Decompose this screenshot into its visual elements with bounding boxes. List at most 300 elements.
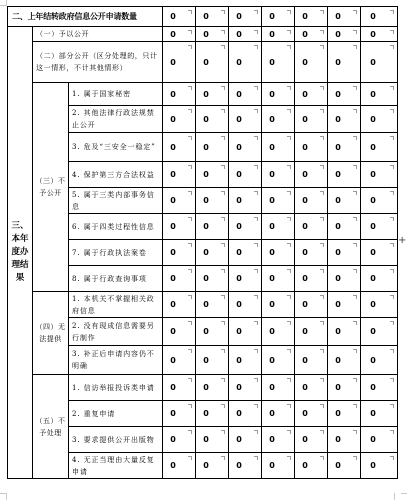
value-text: 0 bbox=[170, 300, 176, 309]
row-label-full-disclosure: （一）予以公开 bbox=[33, 27, 163, 42]
value-text: 0 bbox=[170, 461, 176, 470]
value-cell[interactable] bbox=[163, 401, 196, 427]
cell-corner-mark bbox=[188, 217, 192, 221]
cell-corner-mark bbox=[353, 349, 357, 353]
value-text: 0 bbox=[302, 29, 308, 39]
cell-corner-mark bbox=[287, 269, 291, 273]
value-text: 0 bbox=[203, 170, 209, 179]
cell-corner-mark bbox=[353, 269, 357, 273]
value-text: 0 bbox=[370, 355, 376, 365]
value-text: 0 bbox=[335, 355, 341, 365]
value-text: 0 bbox=[236, 435, 242, 444]
value-cell[interactable] bbox=[262, 346, 295, 375]
value-cell[interactable] bbox=[196, 401, 229, 427]
value-cell[interactable] bbox=[295, 133, 328, 162]
value-text: 0 bbox=[335, 57, 341, 67]
value-cell[interactable] bbox=[229, 162, 262, 188]
value-cell[interactable] bbox=[262, 427, 295, 453]
value-cell[interactable] bbox=[163, 133, 196, 162]
row-group-not-disclosed-item: 2. 其他法律行政法规禁止公开 bbox=[69, 106, 163, 133]
value-cell[interactable] bbox=[328, 318, 361, 346]
value-cell[interactable] bbox=[328, 27, 361, 42]
value-cell[interactable] bbox=[163, 346, 196, 375]
value-text: 0 bbox=[335, 196, 341, 205]
value-text: 0 bbox=[335, 435, 341, 444]
value-cell[interactable] bbox=[262, 133, 295, 162]
value-cell[interactable] bbox=[262, 83, 295, 106]
cell-corner-mark bbox=[320, 86, 324, 90]
crop-mark bbox=[401, 493, 407, 494]
value-cell[interactable] bbox=[196, 240, 229, 266]
cell-corner-mark bbox=[287, 349, 291, 353]
value-text: 0 bbox=[203, 274, 209, 283]
value-cell[interactable] bbox=[361, 453, 398, 479]
value-cell[interactable] bbox=[262, 240, 295, 266]
value-cell[interactable] bbox=[295, 240, 328, 266]
value-cell[interactable] bbox=[196, 453, 229, 479]
value-cell[interactable] bbox=[361, 318, 398, 346]
cell-corner-mark bbox=[287, 165, 291, 169]
cell-corner-mark bbox=[390, 295, 394, 299]
value-text: 0 bbox=[170, 170, 176, 179]
value-cell[interactable] bbox=[163, 318, 196, 346]
value-text: 0 bbox=[269, 355, 275, 365]
value-text: 0 bbox=[335, 89, 341, 99]
value-cell[interactable] bbox=[196, 42, 229, 83]
value-text: 0 bbox=[170, 248, 176, 257]
value-cell[interactable] bbox=[229, 375, 262, 401]
cell-corner-mark bbox=[287, 456, 291, 460]
value-cell[interactable] bbox=[361, 133, 398, 162]
value-text: 0 bbox=[203, 29, 209, 39]
row-label-results-category: 三、本年度办理结果 bbox=[8, 27, 33, 479]
value-text: 0 bbox=[170, 142, 176, 152]
cell-corner-mark bbox=[320, 378, 324, 382]
row-group-not-disclosed-item: 6. 属于四类过程性信息 bbox=[69, 214, 163, 240]
value-cell[interactable] bbox=[361, 106, 398, 133]
cell-corner-mark bbox=[287, 86, 291, 90]
cell-corner-mark bbox=[287, 109, 291, 113]
cell-corner-mark bbox=[390, 378, 394, 382]
cell-corner-mark bbox=[188, 109, 192, 113]
value-cell[interactable] bbox=[295, 83, 328, 106]
cell-corner-mark bbox=[188, 30, 192, 34]
cell-corner-mark bbox=[287, 217, 291, 221]
cell-corner-mark bbox=[188, 378, 192, 382]
row-group-not-disclosed-item: 5. 属于三类内部事务信息 bbox=[69, 188, 163, 214]
value-text: 0 bbox=[269, 142, 275, 152]
value-text: 0 bbox=[302, 461, 308, 470]
value-cell[interactable] bbox=[163, 7, 196, 27]
value-text: 0 bbox=[236, 222, 242, 231]
value-cell[interactable] bbox=[361, 162, 398, 188]
value-cell[interactable] bbox=[262, 7, 295, 27]
value-text: 0 bbox=[269, 222, 275, 231]
value-cell[interactable] bbox=[361, 42, 398, 83]
value-cell[interactable] bbox=[328, 266, 361, 292]
cell-corner-mark bbox=[320, 109, 324, 113]
value-cell[interactable] bbox=[229, 106, 262, 133]
cell-corner-mark bbox=[287, 321, 291, 325]
value-cell[interactable] bbox=[361, 427, 398, 453]
value-text: 0 bbox=[269, 274, 275, 283]
cell-corner-mark bbox=[254, 30, 258, 34]
value-cell[interactable] bbox=[196, 188, 229, 214]
value-cell[interactable] bbox=[262, 375, 295, 401]
row-group-not-processed-item: 2. 重复申请 bbox=[69, 401, 163, 427]
value-cell[interactable] bbox=[361, 401, 398, 427]
value-cell[interactable] bbox=[262, 214, 295, 240]
value-cell[interactable] bbox=[196, 375, 229, 401]
value-cell[interactable] bbox=[328, 7, 361, 27]
value-text: 0 bbox=[236, 274, 242, 283]
cell-corner-mark bbox=[320, 30, 324, 34]
value-text: 0 bbox=[236, 461, 242, 470]
value-text: 0 bbox=[335, 114, 341, 124]
value-cell[interactable] bbox=[295, 453, 328, 479]
value-cell[interactable] bbox=[328, 427, 361, 453]
value-cell[interactable] bbox=[163, 214, 196, 240]
value-cell[interactable] bbox=[361, 214, 398, 240]
value-cell[interactable] bbox=[361, 346, 398, 375]
cell-corner-mark bbox=[287, 45, 291, 49]
value-text: 0 bbox=[170, 89, 176, 99]
value-text: 0 bbox=[269, 57, 275, 67]
cell-corner-mark bbox=[188, 86, 192, 90]
value-cell[interactable] bbox=[328, 83, 361, 106]
cell-corner-mark bbox=[353, 295, 357, 299]
cell-corner-mark bbox=[188, 349, 192, 353]
value-cell[interactable] bbox=[229, 266, 262, 292]
value-cell[interactable] bbox=[361, 240, 398, 266]
value-cell[interactable] bbox=[295, 7, 328, 27]
cell-corner-mark bbox=[287, 295, 291, 299]
value-cell[interactable] bbox=[328, 346, 361, 375]
cell-corner-mark bbox=[254, 456, 258, 460]
value-cell[interactable] bbox=[163, 83, 196, 106]
value-text: 0 bbox=[203, 12, 209, 21]
value-cell[interactable] bbox=[328, 133, 361, 162]
value-text: 0 bbox=[269, 327, 275, 336]
value-cell[interactable] bbox=[196, 27, 229, 42]
value-cell[interactable] bbox=[361, 375, 398, 401]
cell-corner-mark bbox=[353, 109, 357, 113]
value-cell[interactable] bbox=[295, 162, 328, 188]
value-text: 0 bbox=[170, 57, 176, 67]
cell-corner-mark bbox=[287, 378, 291, 382]
value-text: 0 bbox=[203, 355, 209, 365]
value-cell[interactable] bbox=[229, 401, 262, 427]
value-cell[interactable] bbox=[328, 401, 361, 427]
value-text: 0 bbox=[302, 355, 308, 365]
cell-corner-mark bbox=[188, 430, 192, 434]
value-text: 0 bbox=[203, 222, 209, 231]
value-cell[interactable] bbox=[196, 266, 229, 292]
value-text: 0 bbox=[203, 300, 209, 309]
value-text: 0 bbox=[203, 327, 209, 336]
cell-corner-mark bbox=[188, 45, 192, 49]
cell-corner-mark bbox=[353, 136, 357, 140]
value-cell[interactable] bbox=[229, 292, 262, 318]
cell-corner-mark bbox=[320, 321, 324, 325]
value-cell[interactable] bbox=[262, 318, 295, 346]
cell-corner-mark bbox=[320, 45, 324, 49]
value-text: 0 bbox=[236, 12, 242, 21]
value-text: 0 bbox=[236, 114, 242, 124]
row-group-not-disclosed-item: 3. 危及“三安全一稳定” bbox=[69, 133, 163, 162]
cell-corner-mark bbox=[390, 30, 394, 34]
value-cell[interactable] bbox=[196, 83, 229, 106]
cell-corner-mark bbox=[353, 378, 357, 382]
value-cell[interactable] bbox=[262, 106, 295, 133]
value-cell[interactable] bbox=[229, 214, 262, 240]
value-cell[interactable] bbox=[295, 42, 328, 83]
row-label-partial-disclosure: （二）部分公开（区分处理的，只计这一情形，不计其他情形） bbox=[33, 42, 163, 83]
cell-corner-mark bbox=[320, 136, 324, 140]
value-text: 0 bbox=[302, 248, 308, 257]
value-text: 0 bbox=[236, 383, 242, 392]
value-text: 0 bbox=[269, 409, 275, 418]
value-text: 0 bbox=[236, 248, 242, 257]
cell-corner-mark bbox=[254, 86, 258, 90]
value-cell[interactable] bbox=[295, 401, 328, 427]
value-cell[interactable] bbox=[361, 188, 398, 214]
row-label-carried-over: 二、上年结转政府信息公开申请数量 bbox=[8, 7, 163, 27]
value-text: 0 bbox=[302, 170, 308, 179]
value-text: 0 bbox=[203, 89, 209, 99]
value-text: 0 bbox=[269, 383, 275, 392]
value-cell[interactable] bbox=[163, 266, 196, 292]
value-text: 0 bbox=[269, 12, 275, 21]
cell-corner-mark bbox=[287, 191, 291, 195]
table-row bbox=[8, 83, 398, 106]
cell-corner-mark bbox=[254, 217, 258, 221]
row-group-not-processed: （五）不予处理 bbox=[33, 375, 69, 479]
cell-corner-mark bbox=[221, 86, 225, 90]
value-cell[interactable] bbox=[262, 188, 295, 214]
value-text: 0 bbox=[370, 461, 376, 470]
cell-corner-mark bbox=[254, 430, 258, 434]
value-cell[interactable] bbox=[262, 266, 295, 292]
cell-corner-mark bbox=[353, 456, 357, 460]
value-cell[interactable] bbox=[229, 133, 262, 162]
value-cell[interactable] bbox=[196, 214, 229, 240]
value-text: 0 bbox=[302, 327, 308, 336]
value-cell[interactable] bbox=[328, 106, 361, 133]
value-text: 0 bbox=[269, 461, 275, 470]
value-cell[interactable] bbox=[163, 27, 196, 42]
value-cell[interactable] bbox=[163, 106, 196, 133]
cell-corner-mark bbox=[353, 321, 357, 325]
value-text: 0 bbox=[370, 57, 376, 67]
value-cell[interactable] bbox=[262, 292, 295, 318]
cell-corner-mark bbox=[353, 404, 357, 408]
value-cell[interactable] bbox=[262, 42, 295, 83]
value-cell[interactable] bbox=[229, 83, 262, 106]
value-cell[interactable] bbox=[295, 106, 328, 133]
value-text: 0 bbox=[370, 409, 376, 418]
value-cell[interactable] bbox=[328, 453, 361, 479]
cell-corner-mark bbox=[390, 86, 394, 90]
value-cell[interactable] bbox=[229, 453, 262, 479]
cell-corner-mark bbox=[320, 217, 324, 221]
value-cell[interactable] bbox=[328, 188, 361, 214]
value-text: 0 bbox=[170, 114, 176, 124]
value-text: 0 bbox=[170, 435, 176, 444]
cell-corner-mark bbox=[254, 269, 258, 273]
value-cell[interactable] bbox=[328, 42, 361, 83]
value-text: 0 bbox=[302, 89, 308, 99]
cell-corner-mark bbox=[188, 404, 192, 408]
value-cell[interactable] bbox=[196, 162, 229, 188]
row-group-not-disclosed-item: 4. 保护第三方合法权益 bbox=[69, 162, 163, 188]
value-cell[interactable] bbox=[295, 318, 328, 346]
cell-corner-mark bbox=[287, 243, 291, 247]
value-cell[interactable] bbox=[361, 292, 398, 318]
value-cell[interactable] bbox=[361, 83, 398, 106]
value-cell[interactable] bbox=[163, 42, 196, 83]
value-cell[interactable] bbox=[196, 7, 229, 27]
value-cell[interactable] bbox=[163, 375, 196, 401]
table-resize-handle[interactable]: + bbox=[398, 235, 407, 246]
table-row bbox=[8, 7, 398, 27]
cell-corner-mark bbox=[221, 136, 225, 140]
value-text: 0 bbox=[236, 142, 242, 152]
value-cell[interactable] bbox=[196, 346, 229, 375]
value-cell[interactable] bbox=[196, 292, 229, 318]
value-cell[interactable] bbox=[196, 318, 229, 346]
value-cell[interactable] bbox=[328, 162, 361, 188]
value-text: 0 bbox=[370, 114, 376, 124]
cell-corner-mark bbox=[353, 10, 357, 14]
value-cell[interactable] bbox=[262, 162, 295, 188]
value-cell[interactable] bbox=[196, 106, 229, 133]
value-cell[interactable] bbox=[328, 292, 361, 318]
value-text: 0 bbox=[335, 274, 341, 283]
value-text: 0 bbox=[236, 57, 242, 67]
value-text: 0 bbox=[236, 170, 242, 179]
value-cell[interactable] bbox=[262, 27, 295, 42]
value-cell[interactable] bbox=[229, 188, 262, 214]
cell-corner-mark bbox=[320, 295, 324, 299]
value-cell[interactable] bbox=[295, 346, 328, 375]
value-cell[interactable] bbox=[163, 453, 196, 479]
cell-corner-mark bbox=[188, 456, 192, 460]
cell-corner-mark bbox=[390, 456, 394, 460]
value-cell[interactable] bbox=[295, 27, 328, 42]
cell-corner-mark bbox=[188, 295, 192, 299]
cell-corner-mark bbox=[188, 321, 192, 325]
cell-corner-mark bbox=[221, 269, 225, 273]
value-cell[interactable] bbox=[361, 7, 398, 27]
value-text: 0 bbox=[170, 196, 176, 205]
value-cell[interactable] bbox=[328, 375, 361, 401]
value-cell[interactable] bbox=[295, 427, 328, 453]
value-text: 0 bbox=[170, 383, 176, 392]
value-cell[interactable] bbox=[163, 427, 196, 453]
value-cell[interactable] bbox=[229, 7, 262, 27]
value-text: 0 bbox=[269, 248, 275, 257]
value-text: 0 bbox=[370, 89, 376, 99]
cell-corner-mark bbox=[221, 456, 225, 460]
value-text: 0 bbox=[170, 12, 176, 21]
value-text: 0 bbox=[335, 409, 341, 418]
value-text: 0 bbox=[203, 196, 209, 205]
value-text: 0 bbox=[335, 248, 341, 257]
value-text: 0 bbox=[236, 29, 242, 39]
value-cell[interactable] bbox=[295, 375, 328, 401]
value-cell[interactable] bbox=[163, 188, 196, 214]
value-text: 0 bbox=[302, 142, 308, 152]
table-row bbox=[8, 375, 398, 401]
value-cell[interactable] bbox=[262, 453, 295, 479]
value-text: 0 bbox=[302, 57, 308, 67]
value-cell[interactable] bbox=[229, 42, 262, 83]
value-text: 0 bbox=[269, 114, 275, 124]
value-cell[interactable] bbox=[229, 346, 262, 375]
value-text: 0 bbox=[203, 461, 209, 470]
value-cell[interactable] bbox=[163, 292, 196, 318]
cell-corner-mark bbox=[221, 10, 225, 14]
value-cell[interactable] bbox=[163, 162, 196, 188]
cell-corner-mark bbox=[287, 30, 291, 34]
value-text: 0 bbox=[269, 196, 275, 205]
value-cell[interactable] bbox=[229, 240, 262, 266]
value-text: 0 bbox=[335, 142, 341, 152]
cell-corner-mark bbox=[353, 165, 357, 169]
cell-corner-mark bbox=[221, 378, 225, 382]
value-text: 0 bbox=[370, 435, 376, 444]
value-cell[interactable] bbox=[328, 240, 361, 266]
value-cell[interactable] bbox=[295, 266, 328, 292]
value-cell[interactable] bbox=[361, 266, 398, 292]
cell-corner-mark bbox=[254, 165, 258, 169]
value-cell[interactable] bbox=[361, 27, 398, 42]
value-cell[interactable] bbox=[328, 214, 361, 240]
value-cell[interactable] bbox=[196, 133, 229, 162]
cell-corner-mark bbox=[221, 165, 225, 169]
row-group-not-processed-item: 1. 信访举报投诉类申请 bbox=[69, 375, 163, 401]
value-cell[interactable] bbox=[163, 240, 196, 266]
value-text: 0 bbox=[170, 222, 176, 231]
cell-corner-mark bbox=[320, 456, 324, 460]
value-text: 0 bbox=[170, 29, 176, 39]
cell-corner-mark bbox=[221, 349, 225, 353]
value-cell[interactable] bbox=[262, 401, 295, 427]
cell-corner-mark bbox=[390, 404, 394, 408]
cell-corner-mark bbox=[353, 86, 357, 90]
value-text: 0 bbox=[370, 142, 376, 152]
value-text: 0 bbox=[236, 196, 242, 205]
value-text: 0 bbox=[170, 327, 176, 336]
value-cell[interactable] bbox=[295, 188, 328, 214]
cell-corner-mark bbox=[390, 269, 394, 273]
value-cell[interactable] bbox=[229, 318, 262, 346]
value-cell[interactable] bbox=[229, 427, 262, 453]
row-group-not-disclosed-item: 8. 属于行政查询事项 bbox=[69, 266, 163, 292]
cell-corner-mark bbox=[390, 191, 394, 195]
crop-mark bbox=[6, 493, 7, 500]
value-cell[interactable] bbox=[196, 427, 229, 453]
cell-corner-mark bbox=[254, 321, 258, 325]
value-text: 0 bbox=[236, 355, 242, 365]
value-cell[interactable] bbox=[295, 292, 328, 318]
value-cell[interactable] bbox=[229, 27, 262, 42]
value-text: 0 bbox=[370, 300, 376, 309]
cell-corner-mark bbox=[390, 165, 394, 169]
value-text: 0 bbox=[203, 142, 209, 152]
value-cell[interactable] bbox=[295, 214, 328, 240]
